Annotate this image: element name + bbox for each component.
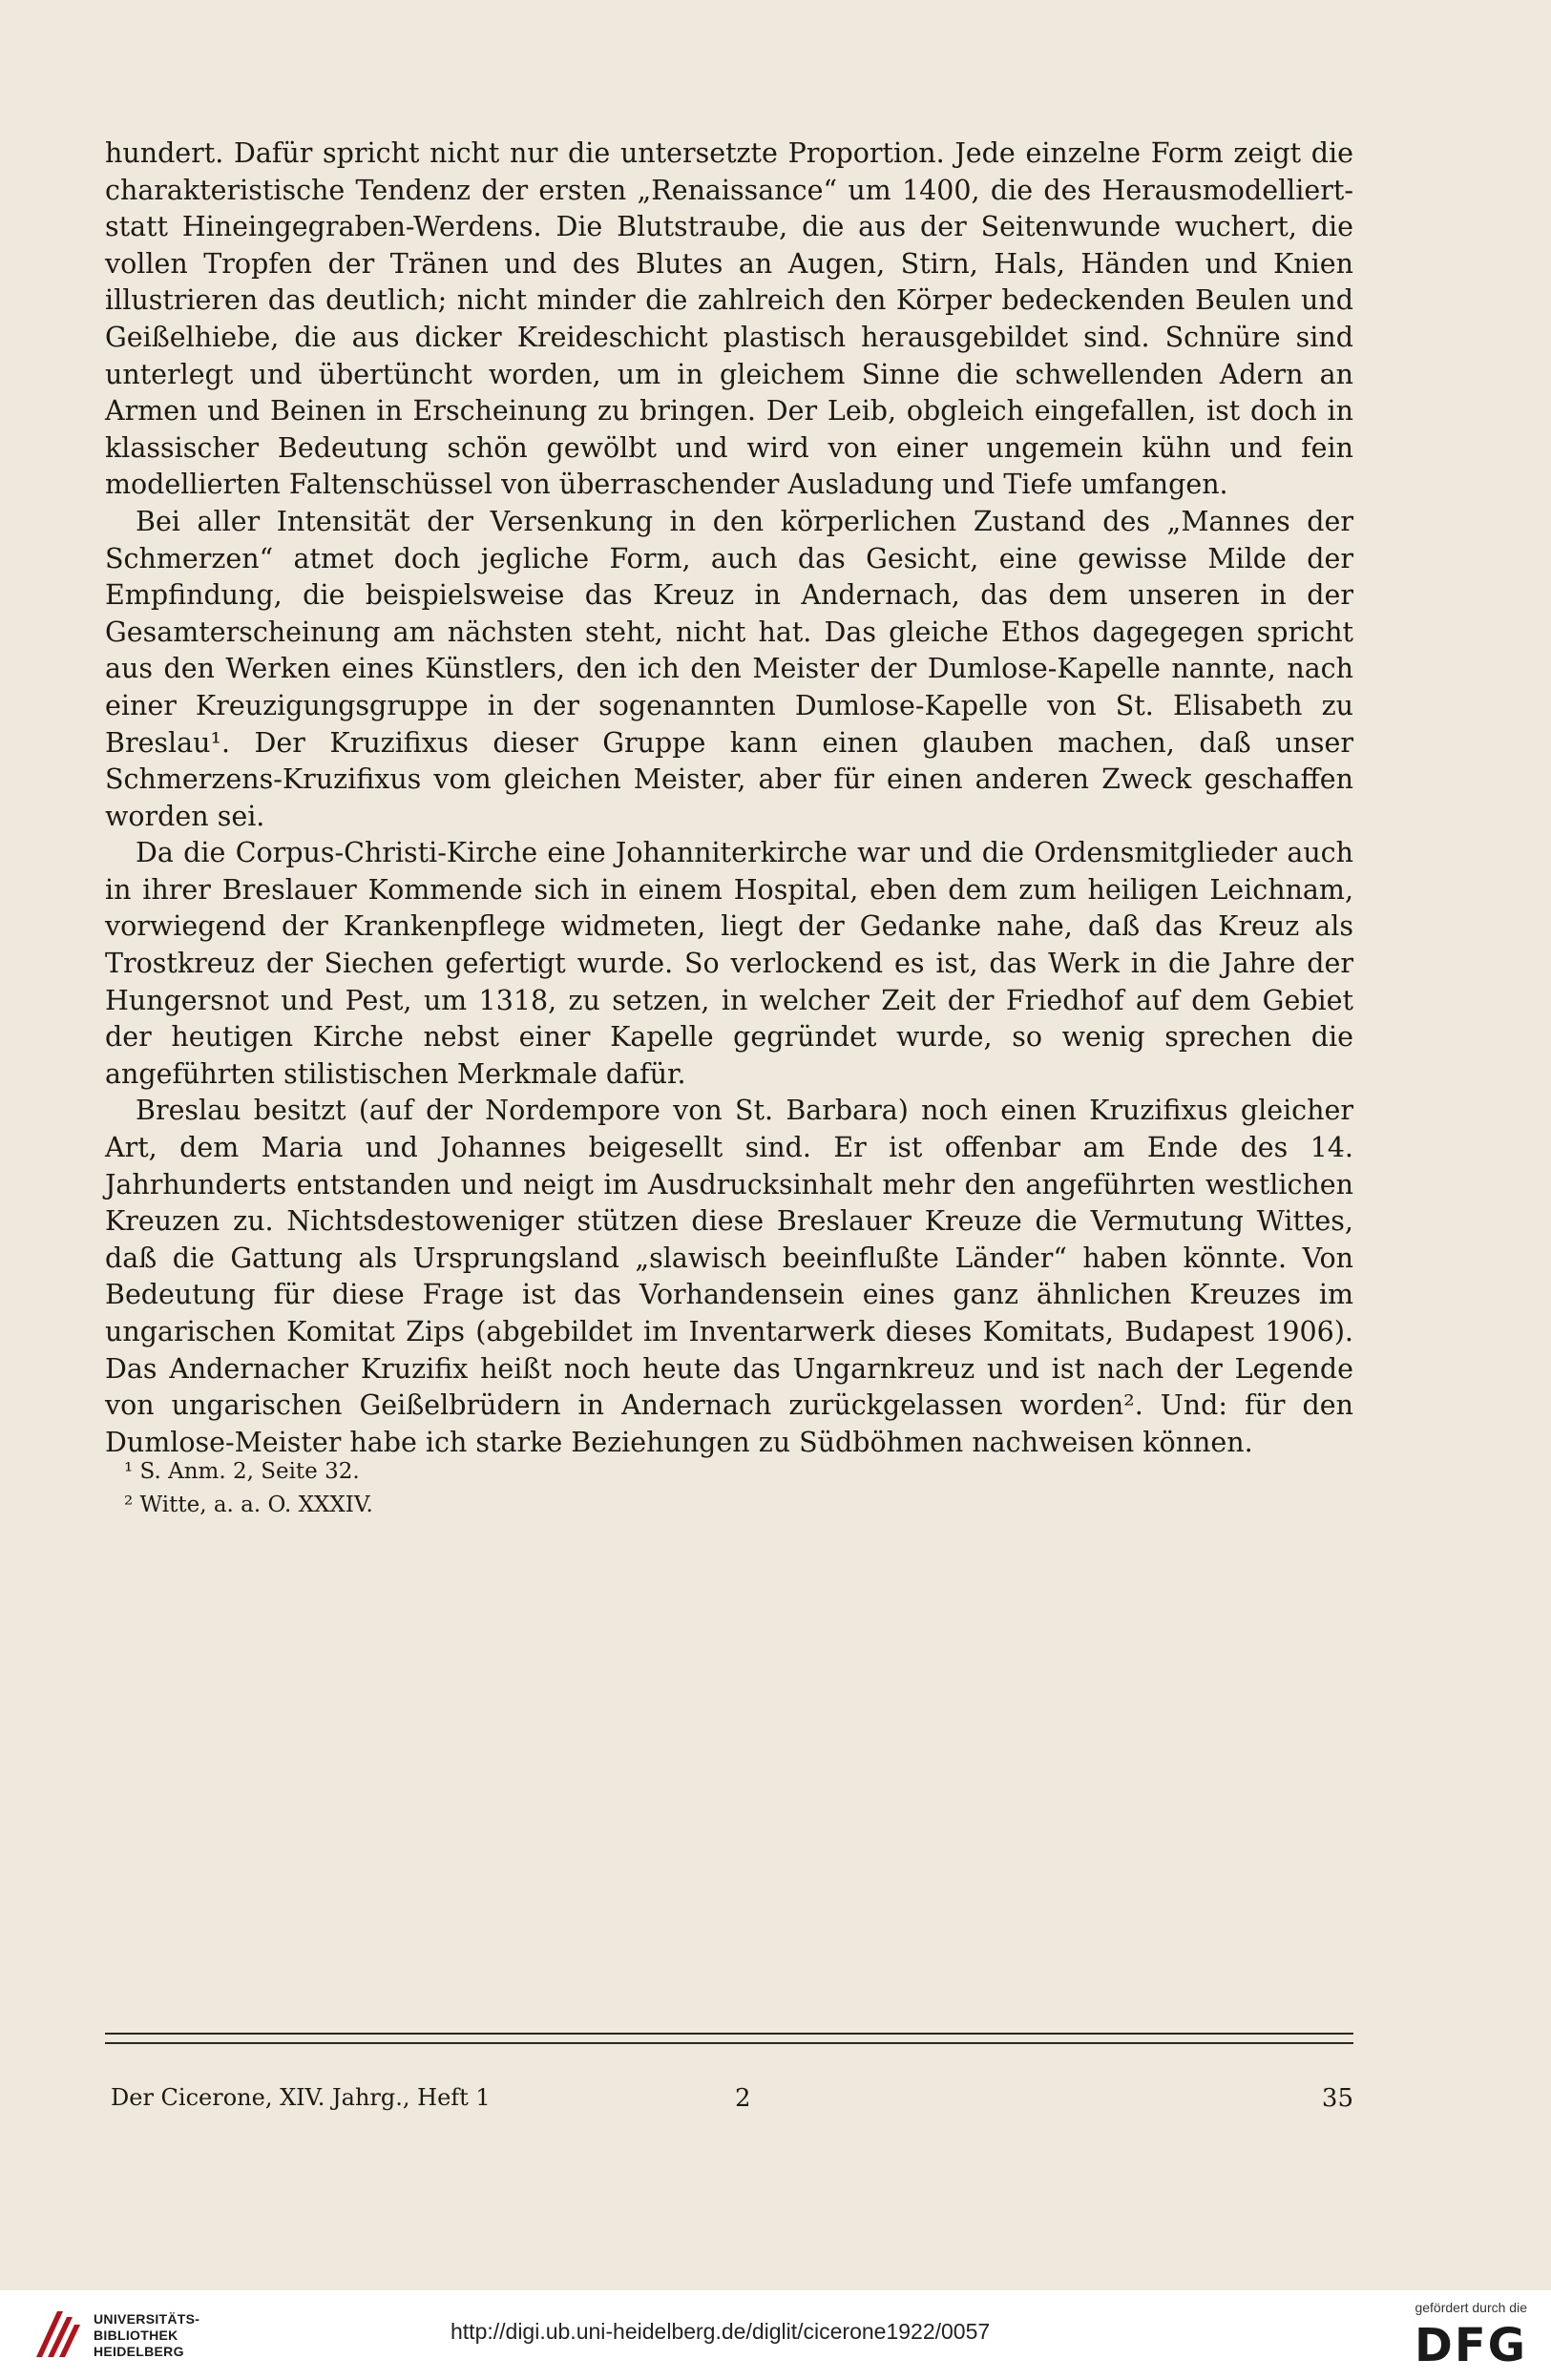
university-library-name[interactable]: [94, 2311, 237, 2360]
footnotes: [124, 1455, 1174, 1522]
footer-rule-bottom: [105, 2042, 1353, 2044]
footnote-2: ² Witte, a. a. O. XXXIV.: [124, 1493, 373, 1517]
main-text: [105, 136, 1353, 1461]
signature-mark: 2: [735, 2084, 751, 2113]
library-name-line-2: BIBLIOTHEK: [94, 2328, 178, 2343]
running-footer: [105, 2084, 1353, 2122]
university-library-logo-icon[interactable]: [29, 2307, 86, 2365]
journal-title: Der Cicerone, XIV. Jahrg., Heft 1: [111, 2084, 491, 2111]
library-name-line-1: UNIVERSITÄTS-: [94, 2311, 200, 2327]
paragraph-1: hundert. Dafür spricht nicht nur die untersetzte Proportion. Jede einzelne Form zeigt die charakteristische Tendenz der ersten „Renaissance“ um 1400, die des Herausmodelliert-statt Hineingegraben-Werdens. Die Blutstraube, die aus der Seitenwunde wuchert, die vollen Tropfen der Tränen und des Blutes an Augen, Stirn, Hals, Händen und Knien illustrieren das deutlich; nicht minder die zahlreich den Körper bedeckenden Beulen und Geißelhiebe, die aus dicker Kreideschicht plastisch herausgebildet sind. Schnüre sind unterlegt und übertüncht worden, um in gleichem Sinne die schwellenden Adern an Armen und Beinen in Erscheinung zu bringen. Der Leib, obgleich eingefallen, ist doch in klassischer Bedeutung schön gewölbt und wird von einer ungemein kühn und fein modellierten Faltenschüssel von überraschender Ausladung und Tiefe umfangen.: [105, 137, 1353, 501]
footnote-1: ¹ S. Anm. 2, Seite 32.: [124, 1459, 360, 1484]
permalink-url[interactable]: http://digi.ub.uni-heidelberg.de/diglit/cicerone1922/0057: [451, 2319, 991, 2344]
paragraph-2: Bei aller Intensität der Versenkung in den körperlichen Zustand des „Mannes der Schmerzen“ atmet doch jegliche Form, auch das Gesicht, eine gewisse Milde der Empfindung, die beispielsweise das Kreuz in Andernach, das dem unseren in der Gesamterscheinung am nächsten steht, nicht hat. Das gleiche Ethos dagegegen spricht aus den Werken eines Künstlers, den ich den Meister der Dumlose-Kapelle nannte, nach einer Kreuzigungsgruppe in der sogenannten Dumlose-Kapelle von St. Elisabeth zu Breslau¹. Der Kruzifixus dieser Gruppe kann einen glauben machen, daß unser Schmerzens-Kruzifixus vom gleichen Meister, aber für einen anderen Zweck geschaffen worden sei.: [105, 505, 1353, 832]
funding-label: gefördert durch die: [1415, 2300, 1527, 2315]
paragraph-3: Da die Corpus-Christi-Kirche eine Johanniterkirche war und die Ordensmitglieder auch in ihrer Breslauer Kommende sich in einem Hospital, eben dem zum heiligen Leichnam, vorwiegend der Krankenpflege widmeten, liegt der Gedanke nahe, daß das Kreuz als Trostkreuz der Siechen gefertigt wurde. So verlockend es ist, das Werk in die Jahre der Hungersnot und Pest, um 1318, zu setzen, in welcher Zeit der Friedhof auf dem Gebiet der heutigen Kirche nebst einer Kapelle gegründet wurde, so wenig sprechen die angeführten stilistischen Merkmale dafür.: [105, 837, 1353, 1090]
dfg-funding[interactable]: [1384, 2300, 1527, 2376]
page-number: 35: [1321, 2084, 1353, 2113]
footer-rule-top: [105, 2033, 1353, 2035]
paragraph-4: Breslau besitzt (auf der Nordempore von St. Barbara) noch einen Kruzifixus gleicher Art, dem Maria und Johannes beigesellt sind. Er ist offenbar am Ende des 14. Jahrhunderts entstanden und neigt im Ausdrucksinhalt mehr den angeführten westlichen Kreuzen zu. Nichtsdestoweniger stützen diese Breslauer Kreuze die Vermutung Wittes, daß die Gattung als Ursprungsland „slawisch beeinflußte Länder“ haben könnte. Von Bedeutung für diese Frage ist das Vorhandensein eines ganz ähnlichen Kreuzes im ungarischen Komitat Zips (abgebildet im Inventarwerk dieses Komitats, Budapest 1906). Das Andernacher Kruzifix heißt noch heute das Ungarnkreuz und ist nach der Legende von ungarischen Geißelbrüdern in Andernach zurückgelassen worden². Und: für den Dumlose-Meister habe ich starke Beziehungen zu Südböhmen nachweisen können.: [105, 1095, 1353, 1458]
dfg-logo-icon: DFG: [1414, 2319, 1527, 2372]
viewer-footer: [0, 2290, 1551, 2380]
library-name-line-3: HEIDELBERG: [94, 2344, 184, 2359]
